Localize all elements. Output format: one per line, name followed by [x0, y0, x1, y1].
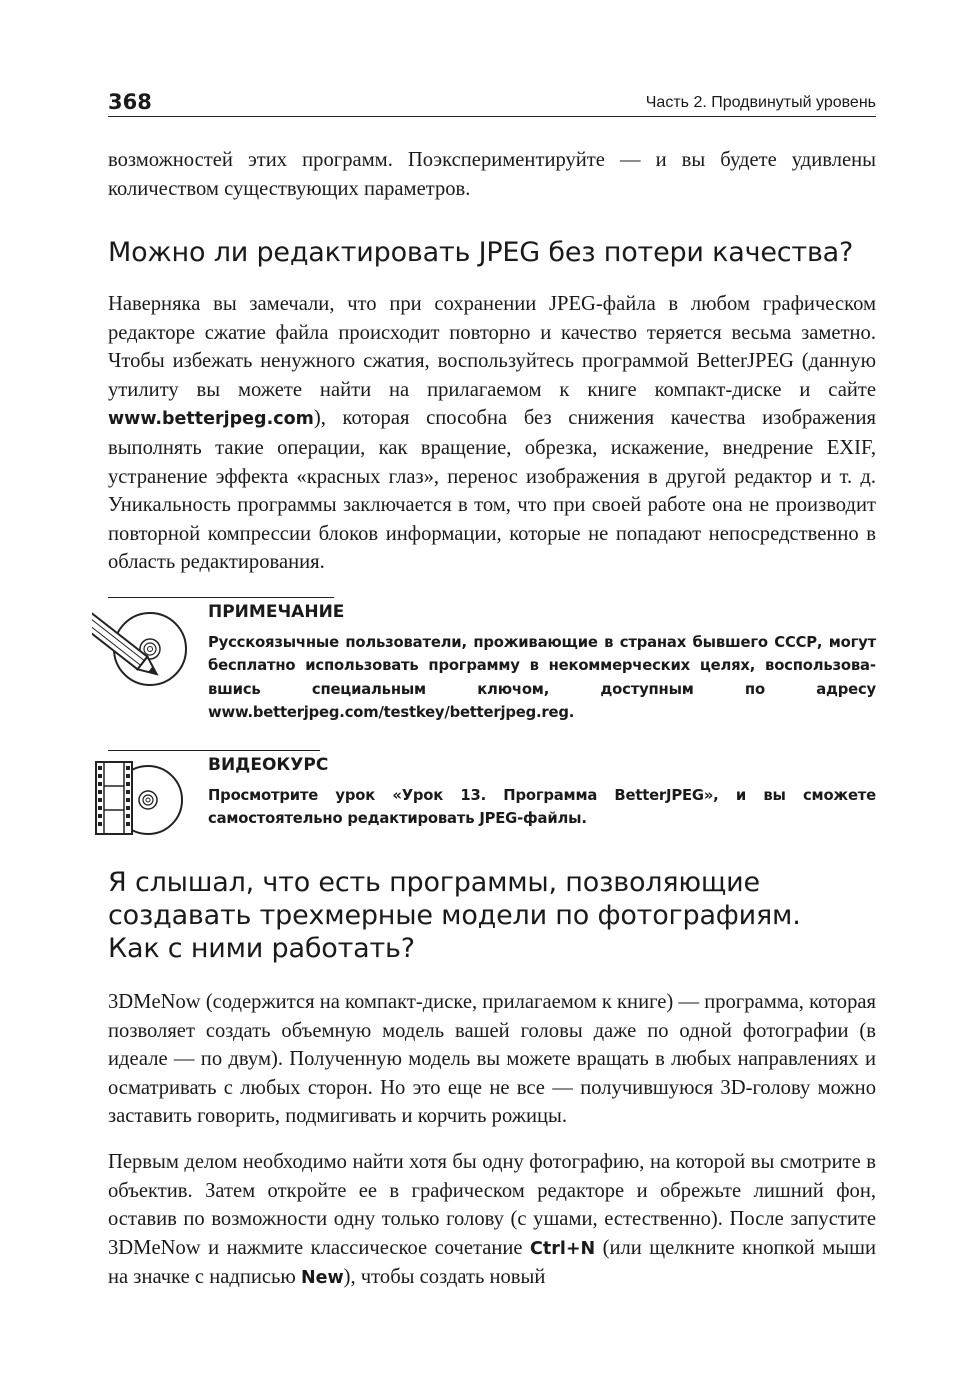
- paragraph-text: (или щелкните кнопкой мыши на значке с надписью: [108, 1236, 876, 1289]
- section-heading-3d: Я слышал, что есть программы, позволяющие создавать трехмерные модели по фотографиям. Как с ними работать?: [108, 867, 801, 964]
- paragraph-text: ), которая способна без снижения качества изображения выполнять такие операции, как вращение, обрезка, искажение, внедрение EXIF, устранение эффекта «красных глаз», перенос изображения в другой редактор и т. д. Уникальность программы заключается в том, что при своей работе она не производит повторной компрессии блоков информации, которые не попадают непосредственно в область редактирования.: [108, 407, 876, 574]
- note-title: ПРИМЕЧАНИЕ: [208, 602, 345, 622]
- page-header: [108, 88, 876, 117]
- section-heading-jpeg: Можно ли редактировать JPEG без потери качества?: [108, 237, 854, 268]
- intro-paragraph: возможностей этих программ. Поэкспериментируйте — и вы будете удивлены количеством существующих параметров.: [108, 149, 876, 200]
- section-paragraph-3dmenow: 3DMeNow (содержится на компакт-диске, прилагаемом к книге) — программа, которая позволяет создать объемную модель вашей головы даже по одной фотографии (в идеале — по двум). Полученную модель вы можете вращать в любых направлениях и осматривать с любых сторон. Но это еще не все — получившуюся 3D-голову можно заставить говорить, подмигивать и корчить рожицы.: [108, 991, 876, 1128]
- key-combo: Ctrl+N: [530, 1238, 596, 1259]
- filmstrip-disc-icon: [92, 760, 196, 836]
- running-head: Часть 2. Продвинутый уровень: [645, 94, 876, 111]
- video-title: ВИДЕОКУРС: [208, 755, 329, 775]
- video-rule: [108, 750, 320, 751]
- note-block: [92, 597, 882, 727]
- note-rule: [108, 597, 334, 598]
- paragraph-text: ), чтобы создать новый: [343, 1266, 546, 1289]
- new-button-name: New: [300, 1268, 344, 1289]
- video-block: [92, 750, 882, 840]
- section-paragraph-jpeg: [108, 290, 876, 577]
- note-text: Русскоязычные пользователи, проживающие в странах бывшего СССР, могут бесплатно использовать программу в некоммерческих целях, воспользовавшись специальным ключом, доступным по адресу www.betterjpeg.com/testkey/betterjpeg.reg.: [208, 634, 876, 722]
- paragraph-text: Наверняка вы замечали, что при сохранении JPEG-файла в любом графическом редакторе сжатие файла происходит повторно и качество теряется весьма заметно. Чтобы избежать ненужного сжатия, воспользуйтесь программой BetterJPEG (данную утилиту вы можете найти на прилагаемом к книге компакт-диске и сайте: [108, 293, 876, 401]
- page-number: 368: [108, 90, 152, 114]
- section-paragraph-first-steps: [108, 1148, 876, 1293]
- pencil-disc-icon: [92, 605, 194, 691]
- website-link[interactable]: www.betterjpeg.com: [108, 409, 314, 430]
- paragraph-text: Первым делом необходимо найти хотя бы одну фотографию, на которой вы смотрите в объектив. Затем откройте ее в графическом редакторе и обрежьте лишний фон, оставив по возможности одну только голову (с ушами, естественно). После запустите 3DMeNow и нажмите классическое сочетание: [108, 1151, 876, 1259]
- video-text: Просмотрите урок «Урок 13. Программа BetterJPEG», и вы сможете самостоятельно редактировать JPEG-файлы.: [208, 787, 876, 828]
